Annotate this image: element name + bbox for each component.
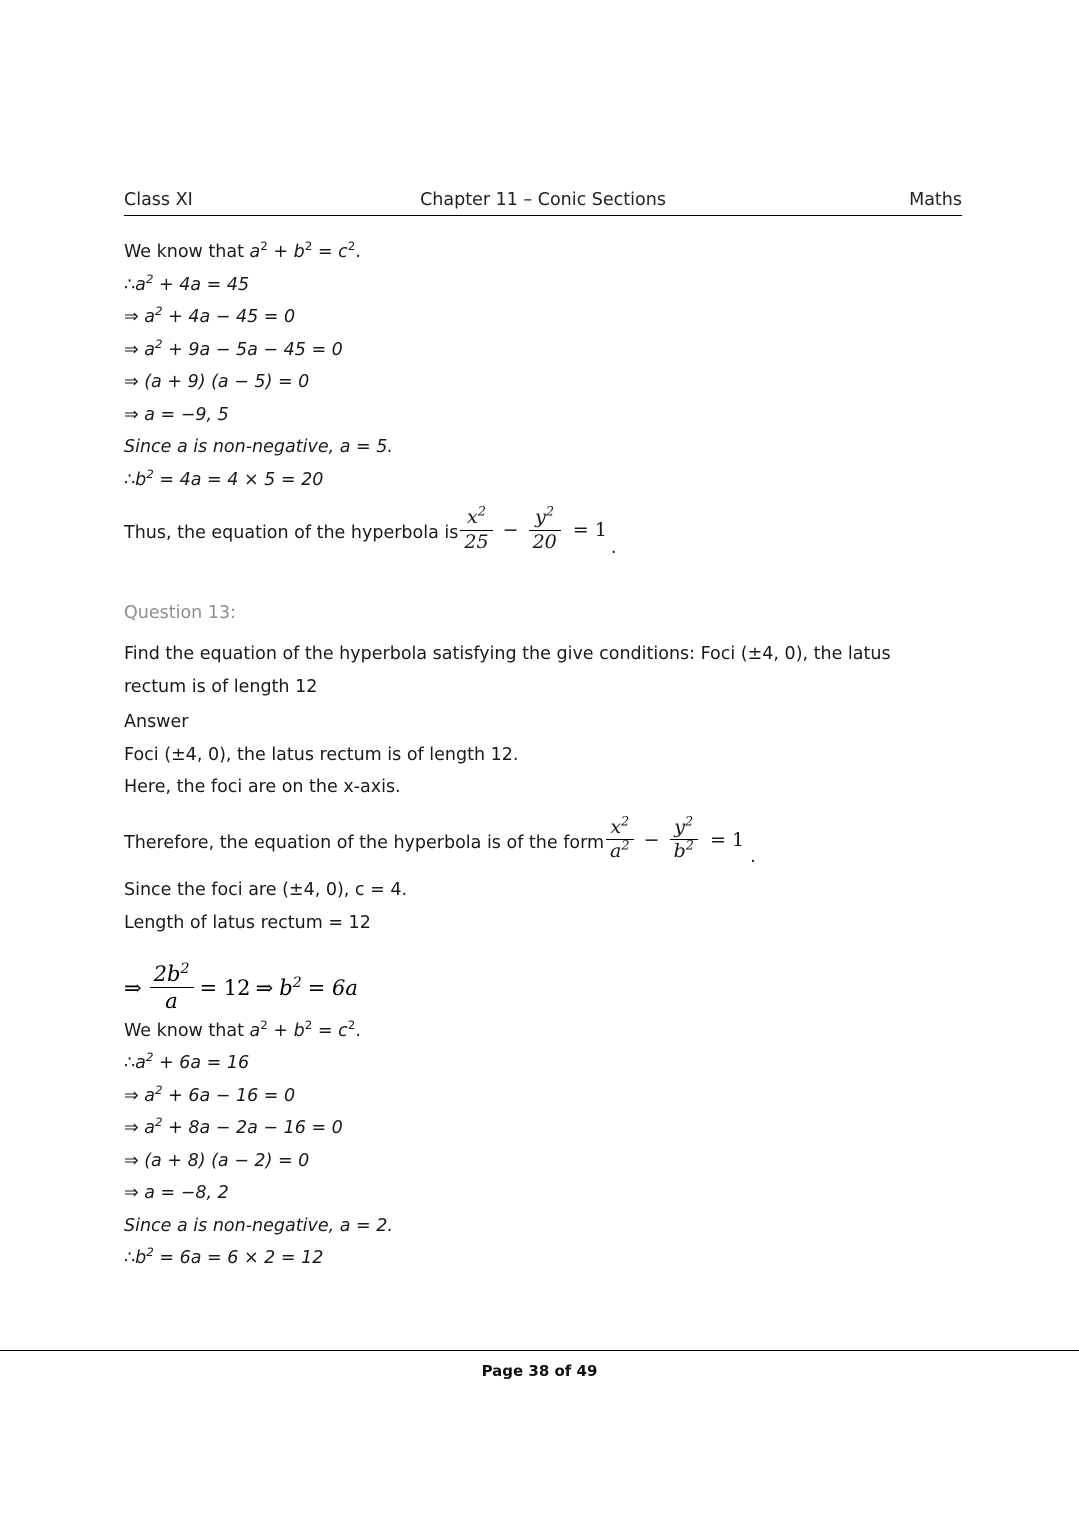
question-prompt: Find the equation of the hyperbola satisfying the give conditions: Foci (±4, 0), the latus rectum is of length 12 bbox=[124, 643, 891, 697]
text-fragment: ∴a bbox=[124, 274, 146, 295]
equation-numerator: y bbox=[535, 506, 546, 528]
text-fragment: = 4a = 4 × 5 = 20 bbox=[153, 469, 324, 490]
answer-line-1: Foci (±4, 0), the latus rectum is of length 12. bbox=[124, 744, 519, 765]
text-fragment: We know that bbox=[124, 1020, 250, 1041]
text-fragment: b bbox=[293, 1020, 305, 1041]
text-fragment: . bbox=[355, 242, 361, 262]
page-footer: Page 38 of 49 bbox=[481, 1362, 598, 1380]
equation-hyperbola-form: $\frac{x^2}{a^2}$ − $\frac{y^2}{b^2}$ = 1 bbox=[604, 816, 744, 865]
text-line-8: $\therefore b^2 = 4a = 4 \times 5 = 20$ bbox=[124, 466, 324, 490]
answer-line-form bbox=[124, 814, 954, 868]
text-line-4: ⇒ $a^2 + 9a - 5a - 45 = 0$ bbox=[124, 336, 343, 360]
equation-latus-rectum: ⇒ $\frac{2b^2}{a}$ = 12 bbox=[124, 961, 251, 1014]
text-line-7: Since a is non-negative, a = 5. bbox=[124, 437, 393, 457]
text-line-b4: ⇒ $a^2 + 8a - 2a - 16 = 0$ bbox=[124, 1115, 343, 1138]
text-line-2: $\therefore a^2 + 4a = 45$ bbox=[124, 271, 250, 295]
text-fragment: + 4a = 45 bbox=[153, 274, 250, 295]
equation-denominator: 20 bbox=[532, 530, 557, 553]
text-line-b2: $\therefore a^2 + 6a = 16$ bbox=[124, 1050, 250, 1073]
equation-b-squared: ⇒ $b^2$ = 6a bbox=[255, 974, 358, 1000]
equation-denominator: a bbox=[165, 989, 178, 1014]
text-line-6: ⇒ a = −9, 5 bbox=[124, 404, 229, 425]
equation-denominator: b bbox=[673, 840, 686, 863]
text-fragment: Thus, the equation of the hyperbola is bbox=[124, 523, 459, 544]
text-fragment: = bbox=[312, 1020, 339, 1041]
text-fragment: a bbox=[249, 1020, 261, 1041]
text-fragment: ⇒ a bbox=[124, 1118, 155, 1138]
text-line-hyperbola-equation bbox=[124, 504, 954, 558]
text-fragment: ⇒ a bbox=[124, 307, 155, 327]
text-fragment: . bbox=[750, 847, 756, 867]
equation-denominator: a bbox=[610, 840, 622, 863]
text-line-3: ⇒ $a^2 + 4a - 45 = 0$ bbox=[124, 304, 296, 327]
text-fragment: = 6a = 6 × 2 = 12 bbox=[153, 1248, 324, 1268]
text-fragment: . bbox=[355, 1020, 361, 1041]
text-fragment: + 4a − 45 = 0 bbox=[162, 307, 296, 327]
text-line-know-that-2: We know that $a^2 + b^2 = c^2$. bbox=[124, 1017, 361, 1041]
answer-line-4: Since the foci are (±4, 0), c = 4. bbox=[124, 880, 408, 900]
text-fragment: + 9a − 5a − 45 = 0 bbox=[162, 339, 343, 360]
equation-numerator: y bbox=[674, 815, 686, 838]
footer-divider bbox=[0, 1350, 1079, 1351]
equation-numerator: 2b bbox=[153, 962, 181, 986]
answer-label: Answer bbox=[124, 712, 189, 732]
equation-numerator: x bbox=[610, 815, 622, 838]
text-fragment: a bbox=[249, 242, 261, 262]
text-line-b6: ⇒ a = −8, 2 bbox=[124, 1183, 229, 1203]
text-fragment: Here, the foci are on the x-axis. bbox=[124, 777, 401, 797]
header-class: Class XI bbox=[124, 190, 193, 210]
text-fragment: We know that bbox=[124, 242, 250, 262]
equation-rhs: = 6a bbox=[307, 975, 358, 1000]
implies-arrow: ⇒ bbox=[124, 975, 142, 1000]
text-line-know-that: We know that $a^2 + b^2 = c^2$. bbox=[124, 239, 361, 262]
text-line-b3: ⇒ $a^2 + 6a - 16 = 0$ bbox=[124, 1082, 296, 1106]
header-chapter: Chapter 11 – Conic Sections bbox=[420, 190, 666, 210]
text-line-5: ⇒ (a + 9) (a − 5) = 0 bbox=[124, 372, 310, 392]
page-header bbox=[124, 190, 962, 216]
text-line-b7: Since a is non-negative, a = 2. bbox=[124, 1215, 393, 1236]
equation-lhs: b bbox=[279, 975, 293, 1000]
equation-denominator: 25 bbox=[464, 530, 489, 553]
text-line-b8: $\therefore b^2 = 6a = 6 \times 2 = 12$ bbox=[124, 1245, 324, 1268]
text-line-b5: ⇒ (a + 8) (a − 2) = 0 bbox=[124, 1150, 310, 1171]
text-fragment: ∴b bbox=[124, 469, 147, 490]
text-fragment: + 8a − 2a − 16 = 0 bbox=[162, 1118, 343, 1138]
text-fragment: + bbox=[267, 242, 294, 262]
answer-line-2 bbox=[124, 779, 954, 797]
page-content bbox=[124, 190, 962, 1283]
question-title: Question 13: bbox=[124, 602, 236, 623]
equation-rhs: = 1 bbox=[572, 519, 607, 542]
text-fragment: + 6a − 16 = 0 bbox=[162, 1085, 296, 1106]
text-fragment: = bbox=[312, 242, 339, 262]
equation-rhs: = 12 bbox=[199, 975, 251, 1000]
text-fragment: + 6a = 16 bbox=[153, 1053, 250, 1073]
text-fragment: ⇒ a bbox=[124, 1085, 155, 1106]
implies-arrow: ⇒ bbox=[255, 975, 274, 1000]
answer-line-5: Length of latus rectum = 12 bbox=[124, 912, 371, 933]
equation-rhs: = 1 bbox=[710, 828, 745, 851]
text-fragment: ∴b bbox=[124, 1248, 147, 1268]
text-fragment: ⇒ a bbox=[124, 339, 155, 360]
text-fragment: . bbox=[610, 537, 617, 558]
equation-hyperbola-1: $\frac{x^2}{25}$ − $\frac{y^2}{20}$ = 1 bbox=[458, 506, 607, 555]
text-fragment: c bbox=[338, 1020, 348, 1041]
equation-numerator: x bbox=[466, 506, 478, 528]
text-fragment: c bbox=[338, 242, 348, 262]
text-fragment: ∴a bbox=[124, 1053, 146, 1073]
header-subject: Maths bbox=[909, 190, 962, 210]
text-fragment: + bbox=[267, 1020, 294, 1041]
text-fragment: b bbox=[293, 242, 305, 262]
text-fragment: Therefore, the equation of the hyperbola is of the form bbox=[124, 832, 605, 853]
